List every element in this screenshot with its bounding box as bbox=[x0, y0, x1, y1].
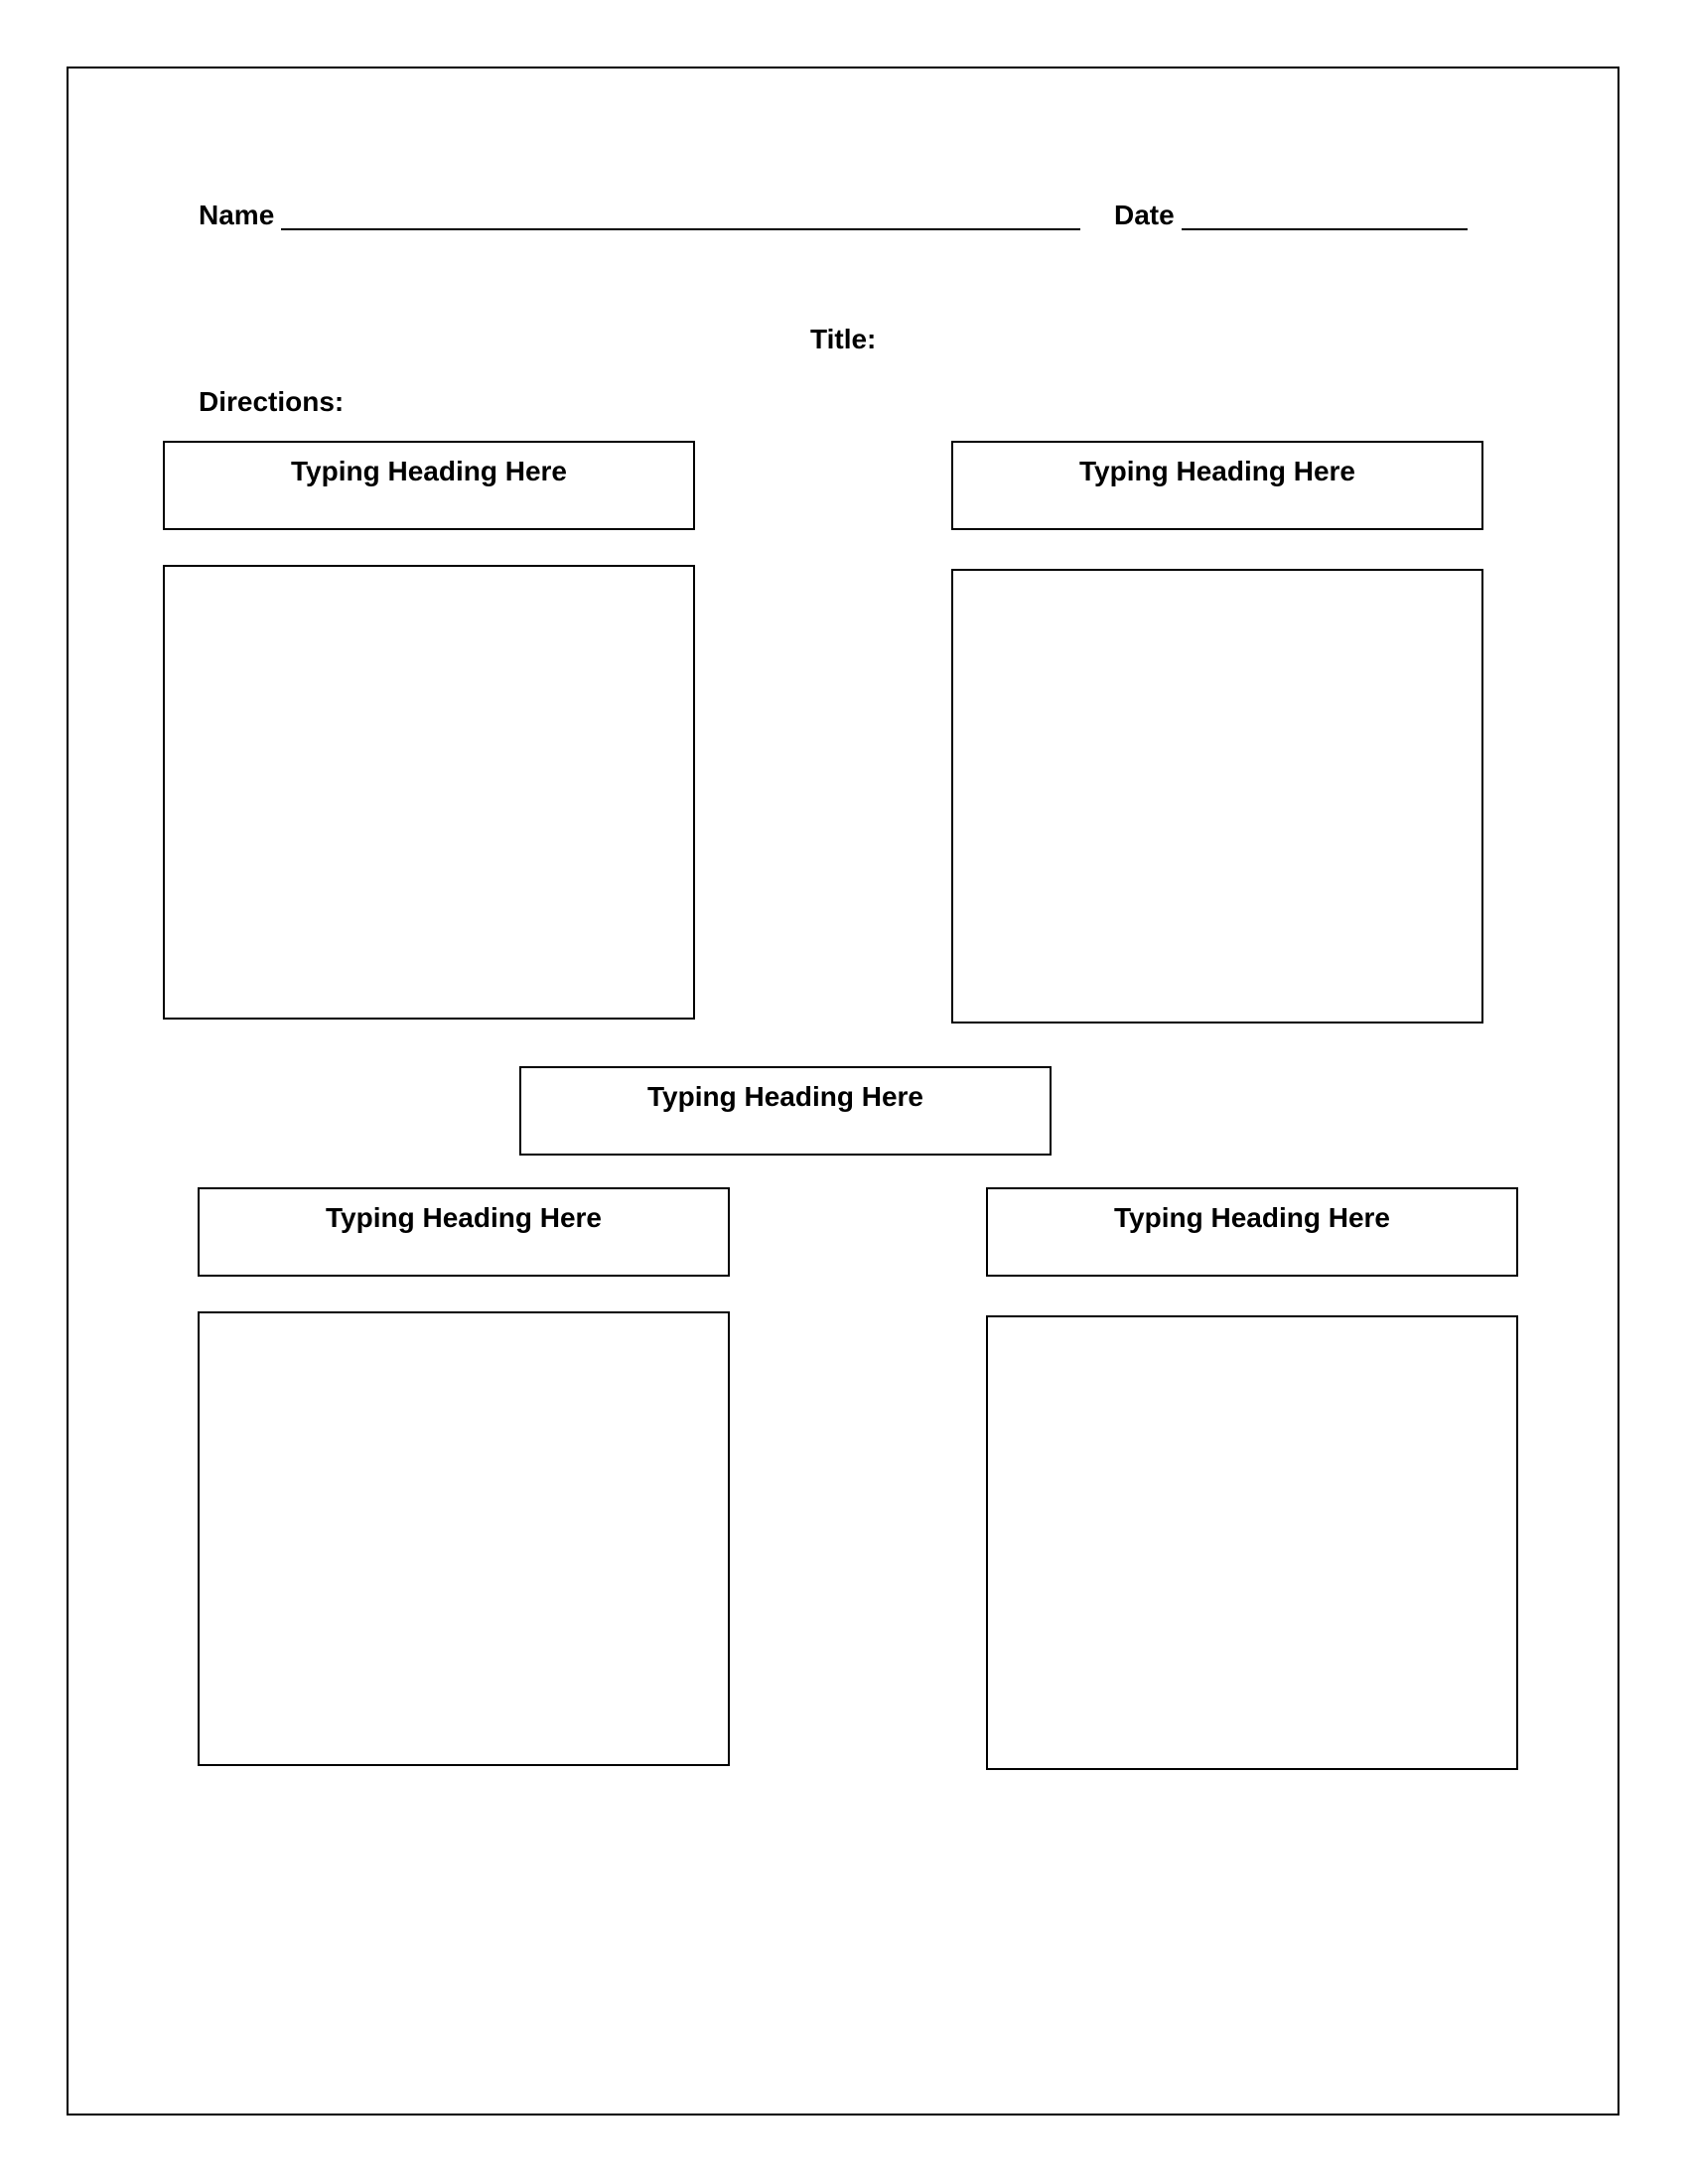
content-box-bottom-right[interactable] bbox=[986, 1315, 1518, 1770]
heading-text-center: Typing Heading Here bbox=[647, 1081, 923, 1112]
content-box-top-left[interactable] bbox=[163, 565, 695, 1020]
heading-box-top-left[interactable] bbox=[163, 441, 695, 530]
heading-box-bottom-right[interactable] bbox=[986, 1187, 1518, 1277]
title-label: Title: bbox=[810, 324, 877, 354]
date-label: Date bbox=[1114, 200, 1175, 230]
heading-box-top-right[interactable] bbox=[951, 441, 1483, 530]
heading-text-bottom-right: Typing Heading Here bbox=[1114, 1202, 1390, 1233]
date-field[interactable] bbox=[1182, 228, 1468, 230]
name-field[interactable] bbox=[281, 228, 1080, 230]
heading-box-bottom-left[interactable] bbox=[198, 1187, 730, 1277]
heading-text-bottom-left: Typing Heading Here bbox=[326, 1202, 602, 1233]
heading-box-center[interactable] bbox=[519, 1066, 1052, 1156]
heading-text-top-left: Typing Heading Here bbox=[291, 456, 567, 486]
content-box-top-right[interactable] bbox=[951, 569, 1483, 1024]
content-box-bottom-left[interactable] bbox=[198, 1311, 730, 1766]
heading-text-top-right: Typing Heading Here bbox=[1079, 456, 1355, 486]
name-label: Name bbox=[199, 200, 275, 230]
directions-label: Directions: bbox=[199, 386, 345, 417]
